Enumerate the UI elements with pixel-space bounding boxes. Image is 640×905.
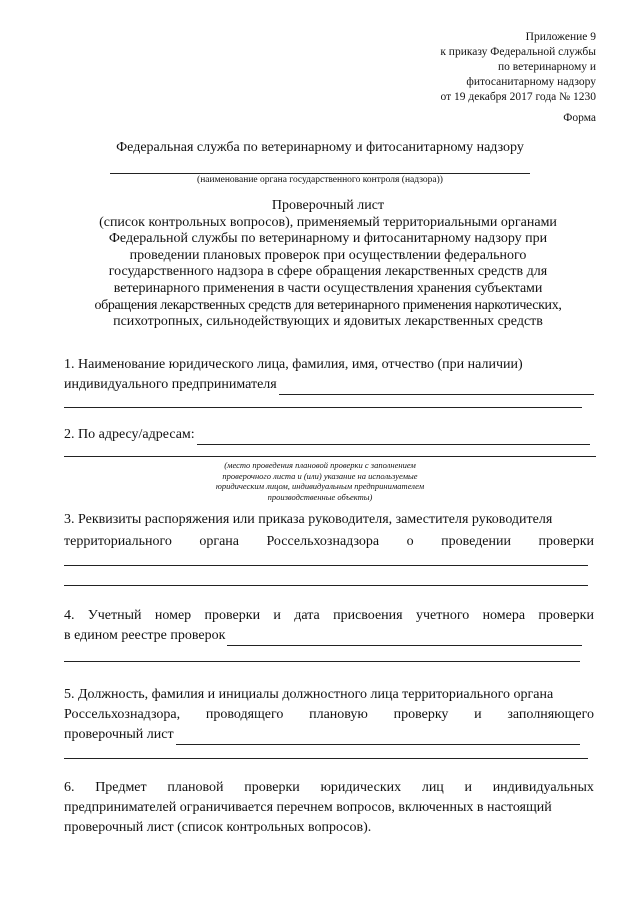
word: номера bbox=[482, 608, 526, 623]
caption-line: производственные объекты) bbox=[267, 491, 373, 502]
word: Россельхознадзора bbox=[266, 534, 380, 549]
word: проверки bbox=[538, 608, 594, 623]
word: Россельхознадзора, bbox=[64, 707, 181, 722]
item-1-text-2: индивидуального предпринимателя bbox=[64, 377, 277, 392]
item-2-line-1 bbox=[64, 425, 594, 445]
word: проверки bbox=[538, 534, 594, 549]
item-5-input-line[interactable] bbox=[176, 729, 580, 745]
item-5-line-1 bbox=[64, 685, 594, 705]
item-6 bbox=[64, 778, 594, 838]
item-3-line-1 bbox=[64, 510, 594, 530]
caption-line: (место проведения плановой проверки с заполнением bbox=[224, 460, 416, 470]
item-4 bbox=[64, 606, 594, 646]
item-4-text-2: в едином реестре проверок bbox=[64, 628, 226, 643]
word: проверку bbox=[393, 707, 449, 722]
item-5-line-2 bbox=[64, 705, 594, 725]
title-line: (список контрольных вопросов), применяемый территориальными органами bbox=[99, 214, 557, 230]
title-line: ветеринарного применения в части осуществления хранения субъектами bbox=[113, 280, 543, 296]
item-1-input-line[interactable] bbox=[279, 379, 594, 395]
word: 6. bbox=[64, 780, 75, 795]
item-4-input-line[interactable] bbox=[227, 630, 582, 646]
word: лиц bbox=[421, 780, 444, 795]
header-line: от 19 декабря 2017 года № 1230 bbox=[440, 91, 596, 103]
word: Предмет bbox=[95, 780, 147, 795]
item-1 bbox=[64, 355, 594, 395]
item-6-line-1 bbox=[64, 778, 594, 798]
title-line: Федеральной службы по ветеринарному и фитосанитарному надзору при bbox=[108, 231, 548, 247]
title-line: обращения лекарственных средств для ветеринарного применения наркотических, bbox=[94, 297, 562, 313]
word: проверки bbox=[204, 608, 261, 623]
word: учетного bbox=[415, 608, 470, 623]
word: и bbox=[273, 608, 281, 623]
item-2-caption bbox=[0, 460, 640, 502]
item-2-input-line[interactable] bbox=[197, 429, 590, 445]
item-5-line-3 bbox=[64, 725, 594, 745]
word: территориального bbox=[64, 534, 172, 549]
item-1-text: 1. Наименование юридического лица, фамилия, имя, отчество (при наличии) bbox=[64, 357, 523, 372]
word: номер bbox=[154, 608, 192, 623]
item-5-extra-line[interactable] bbox=[64, 758, 588, 759]
document-title bbox=[58, 198, 598, 331]
organization-underline bbox=[110, 173, 530, 174]
item-4-line-1 bbox=[64, 606, 594, 626]
word: о bbox=[406, 534, 414, 549]
item-3-text: 3. Реквизиты распоряжения или приказа руководителя, заместителя руководителя bbox=[64, 512, 553, 527]
item-3-line-2 bbox=[64, 532, 594, 552]
title-line: проведении плановых проверок при осуществлении федерального bbox=[129, 247, 527, 263]
item-1-line-1 bbox=[64, 355, 594, 375]
header-line: Приложение 9 bbox=[525, 31, 596, 43]
caption-line: проверочного листа и (или) указание на используемые bbox=[222, 470, 418, 481]
item-2 bbox=[64, 425, 594, 445]
word: юридических bbox=[320, 780, 402, 795]
appendix-header bbox=[440, 30, 596, 105]
item-3-input-line-1[interactable] bbox=[64, 565, 588, 566]
item-2-extra-line[interactable] bbox=[64, 456, 596, 457]
word: Учетный bbox=[87, 608, 142, 623]
word: органа bbox=[199, 534, 239, 549]
item-6-line-3 bbox=[64, 818, 594, 838]
word: и bbox=[474, 707, 482, 722]
word: проводящего bbox=[205, 707, 284, 722]
header-line: к приказу Федеральной службы bbox=[440, 46, 596, 58]
word: дата bbox=[294, 608, 320, 623]
organization-name: Федеральная служба по ветеринарному и фитосанитарному надзору bbox=[116, 140, 524, 155]
item-2-text: 2. По адресу/адресам: bbox=[64, 427, 195, 442]
item-6-text-2: предпринимателей ограничивается перечнем вопросов, включенных в настоящий bbox=[64, 800, 552, 815]
caption-line: юридическим лицом, индивидуальным предпринимателем bbox=[215, 481, 425, 491]
item-3-input-line-2[interactable] bbox=[64, 585, 588, 586]
item-4-line-2 bbox=[64, 626, 594, 646]
word: проверки bbox=[244, 780, 300, 795]
header-line: по ветеринарному и bbox=[497, 61, 596, 73]
item-1-line-2 bbox=[64, 375, 594, 395]
item-4-extra-line[interactable] bbox=[64, 661, 580, 662]
word: заполняющего bbox=[507, 707, 594, 722]
form-label: Форма bbox=[563, 112, 596, 124]
word: 4. bbox=[64, 608, 75, 623]
word: плановую bbox=[309, 707, 368, 722]
word: присвоения bbox=[333, 608, 403, 623]
title-line: Проверочный лист bbox=[271, 198, 385, 213]
item-5-text-3: проверочный лист bbox=[64, 727, 174, 742]
item-6-line-2 bbox=[64, 798, 594, 818]
item-5 bbox=[64, 685, 594, 745]
title-line: психотропных, сильнодействующих и ядовитых лекарственных средств bbox=[113, 314, 543, 330]
organization-caption: (наименование органа государственного контроля (надзора)) bbox=[197, 175, 443, 185]
item-5-text: 5. Должность, фамилия и инициалы должностного лица территориального органа bbox=[64, 687, 554, 702]
word: плановой bbox=[167, 780, 224, 795]
word: проведении bbox=[441, 534, 511, 549]
item-6-text-3: проверочный лист (список контрольных вопросов). bbox=[64, 820, 372, 835]
word: и bbox=[464, 780, 472, 795]
word: индивидуальных bbox=[492, 780, 594, 795]
header-line: фитосанитарному надзору bbox=[466, 76, 596, 88]
item-1-extra-line[interactable] bbox=[64, 407, 582, 408]
title-line: государственного надзора в сфере обращения лекарственных средств для bbox=[108, 264, 548, 280]
item-3 bbox=[64, 510, 594, 552]
